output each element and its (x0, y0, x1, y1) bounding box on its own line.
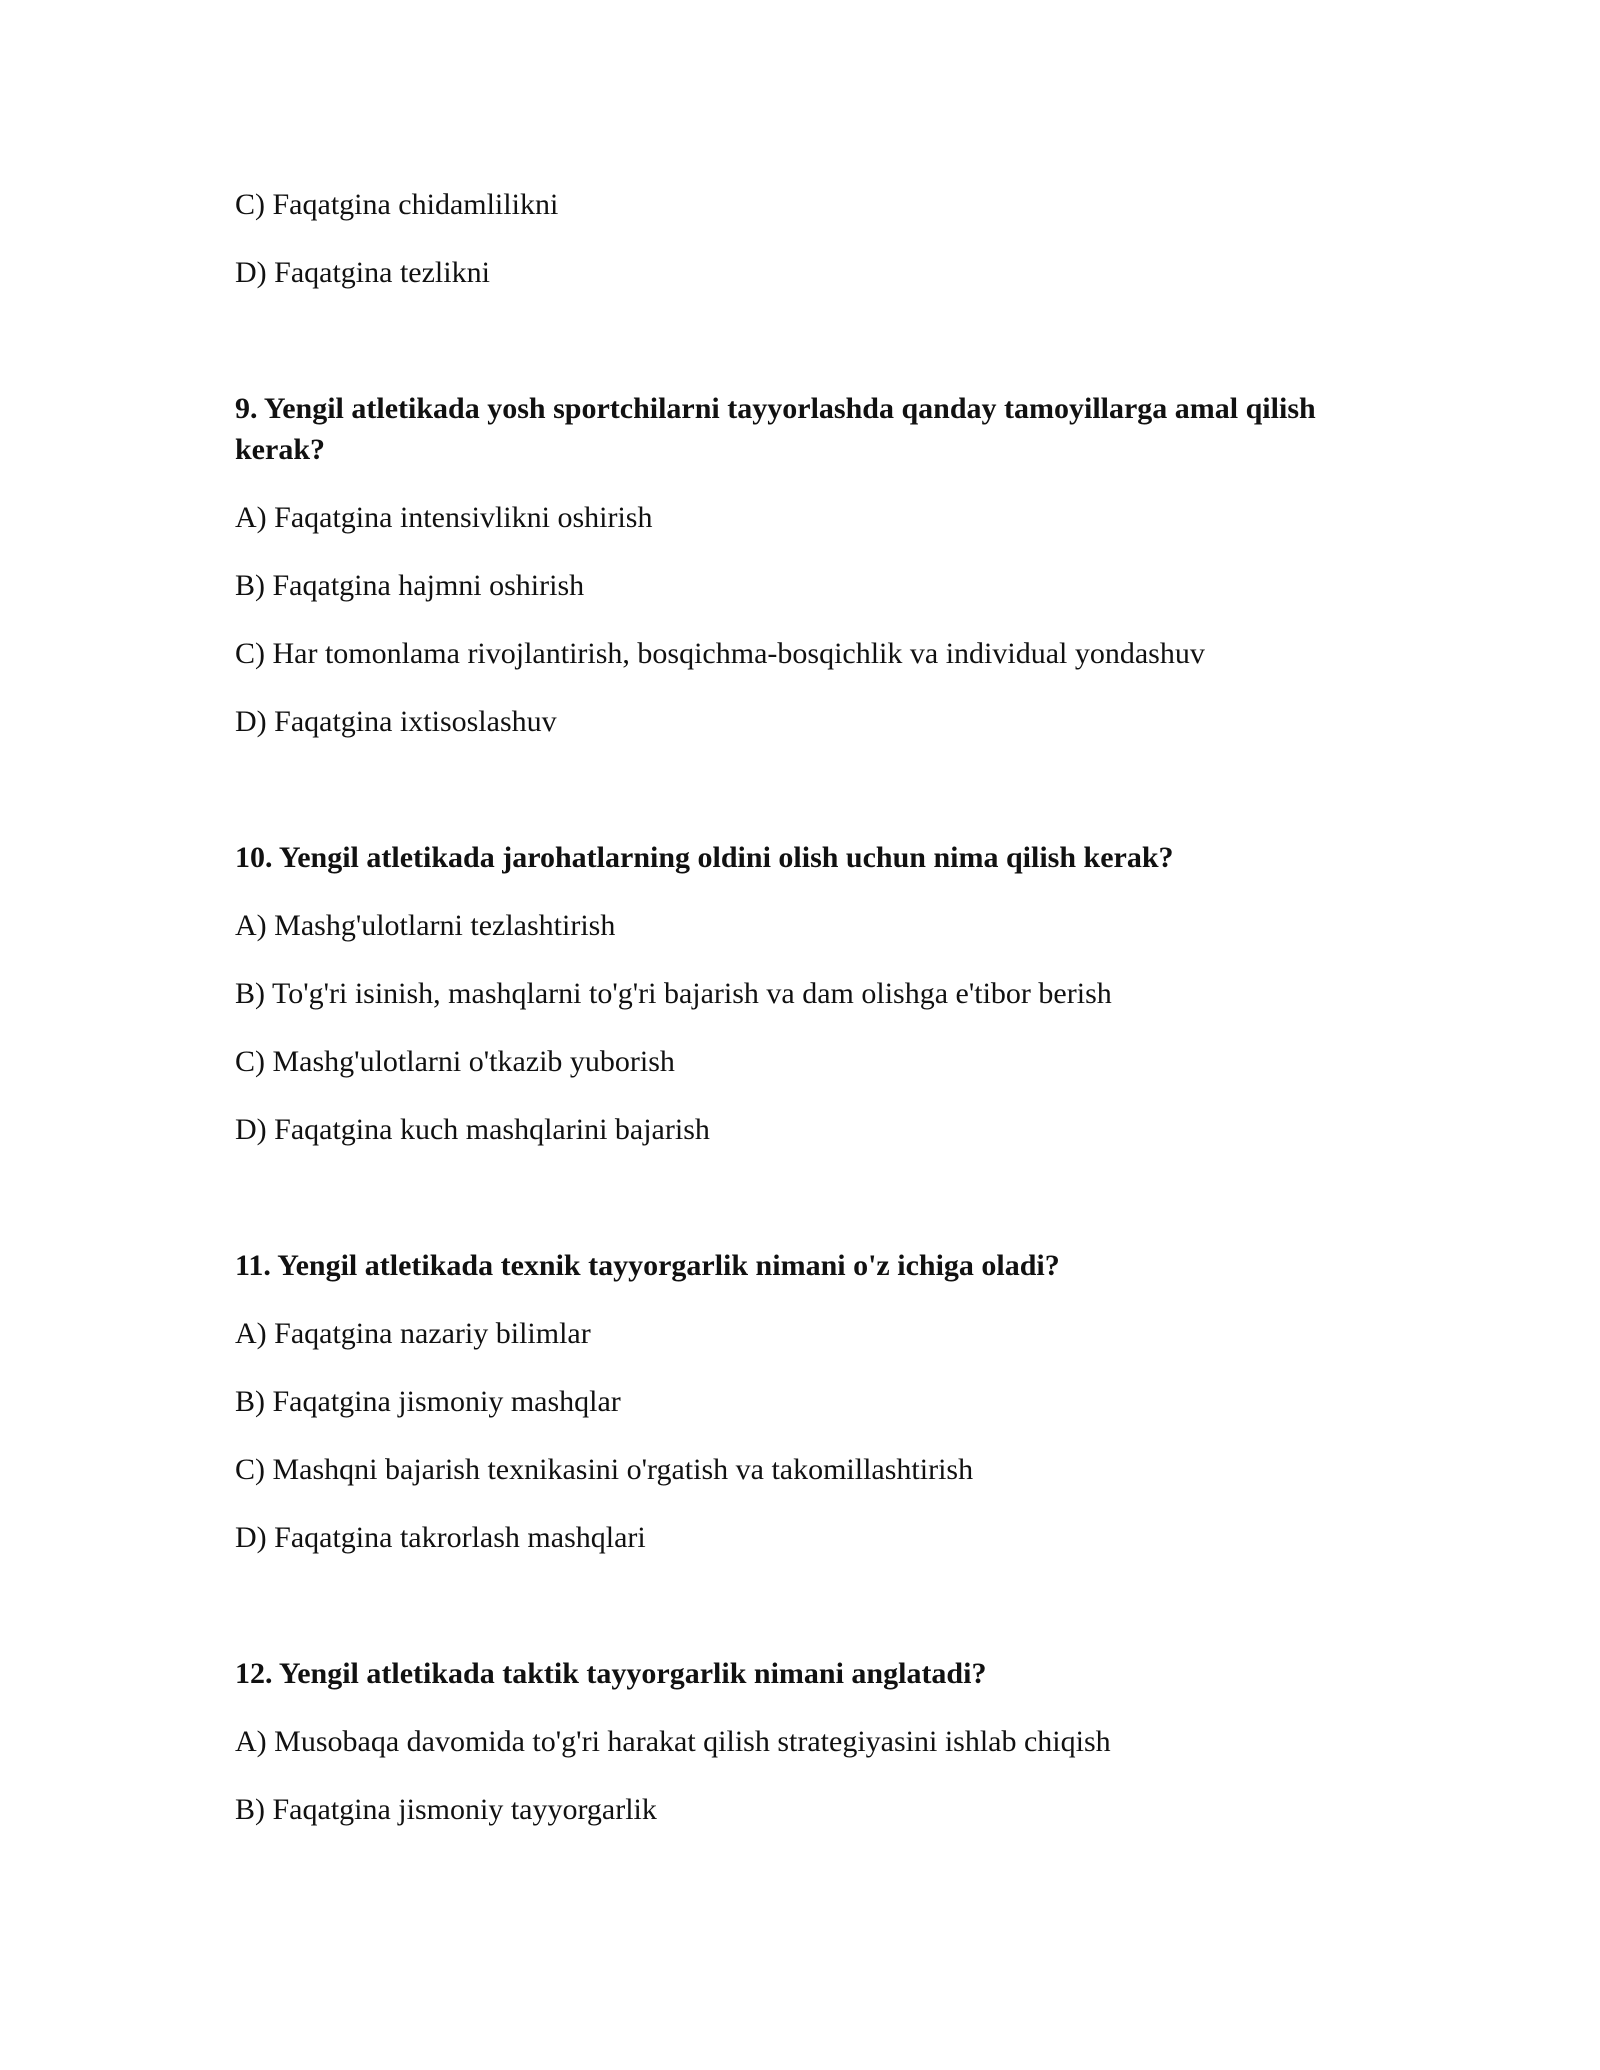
answer-option: A) Musobaqa davomida to'g'ri harakat qilish strategiyasini ishlab chiqish (235, 1725, 1111, 1758)
question-block-11 (235, 1245, 1365, 1558)
answer-option: A) Faqatgina nazariy bilimlar (235, 1317, 591, 1350)
answer-option: C) Faqatgina chidamlilikni (235, 188, 559, 221)
answer-option: C) Mashqni bajarish texnikasini o'rgatish va takomillashtirish (235, 1453, 974, 1486)
document-page (235, 185, 1365, 1858)
answer-option: D) Faqatgina kuch mashqlarini bajarish (235, 1113, 710, 1146)
question-block-9 (235, 388, 1365, 742)
question-block-12 (235, 1653, 1365, 1830)
question-text: 9. Yengil atletikada yosh sportchilarni tayyorlashda qanday tamoyillarga amal qilish kerak? (235, 392, 1316, 466)
question-8-continuation (235, 185, 1365, 293)
answer-option: C) Har tomonlama rivojlantirish, bosqichma-bosqichlik va individual yondashuv (235, 637, 1205, 670)
question-text: 10. Yengil atletikada jarohatlarning oldini olish uchun nima qilish kerak? (235, 841, 1174, 874)
answer-option: B) Faqatgina hajmni oshirish (235, 569, 585, 602)
answer-option: D) Faqatgina tezlikni (235, 256, 490, 289)
answer-option: C) Mashg'ulotlarni o'tkazib yuborish (235, 1045, 675, 1078)
question-block-10 (235, 837, 1365, 1150)
answer-option: B) Faqatgina jismoniy tayyorgarlik (235, 1793, 657, 1826)
answer-option: A) Mashg'ulotlarni tezlashtirish (235, 909, 616, 942)
answer-option: D) Faqatgina ixtisoslashuv (235, 705, 557, 738)
answer-option: D) Faqatgina takrorlash mashqlari (235, 1521, 646, 1554)
answer-option: B) To'g'ri isinish, mashqlarni to'g'ri bajarish va dam olishga e'tibor berish (235, 977, 1112, 1010)
answer-option: A) Faqatgina intensivlikni oshirish (235, 501, 653, 534)
question-text: 12. Yengil atletikada taktik tayyorgarlik nimani anglatadi? (235, 1657, 987, 1690)
question-text: 11. Yengil atletikada texnik tayyorgarlik nimani o'z ichiga oladi? (235, 1249, 1060, 1282)
answer-option: B) Faqatgina jismoniy mashqlar (235, 1385, 621, 1418)
